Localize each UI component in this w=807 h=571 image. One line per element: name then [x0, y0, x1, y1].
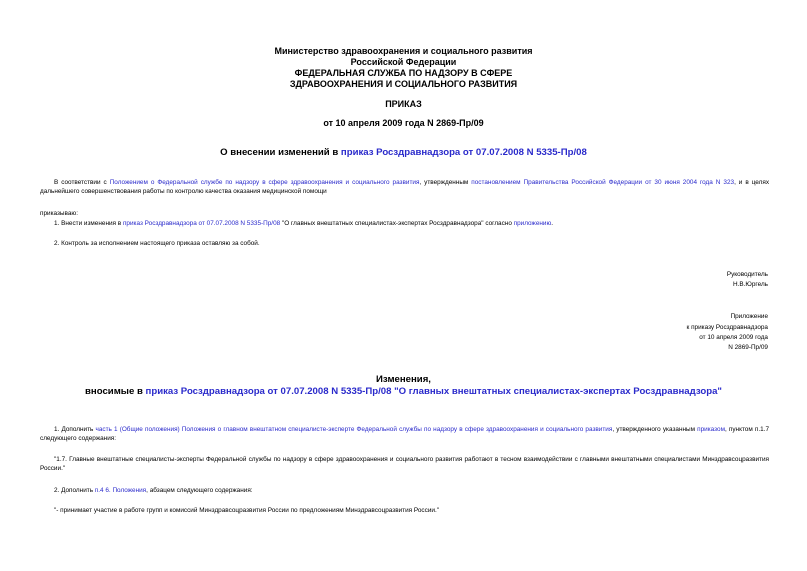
- item-1-text-3: .: [551, 220, 554, 227]
- item-2: 2. Контроль за исполнением настоящего приказа оставляю за собой.: [54, 240, 260, 247]
- appendix-date: от 10 апреля 2009 года: [699, 334, 768, 341]
- change-2-text-2: , абзацем следующего содержания:: [146, 487, 253, 494]
- changes-title-link[interactable]: приказ Росздравнадзора от 07.07.2008 N 5335-Пр/08 "О главных внештатных специалистах-экспертах Росздравнадзора": [145, 386, 722, 397]
- item-1: [54, 220, 769, 229]
- item-1-link-order[interactable]: приказ Росздравнадзора от 07.07.2008 N 5335-Пр/08: [122, 220, 281, 227]
- preamble-paragraph: [40, 179, 769, 196]
- change-1-paragraph: [40, 426, 769, 443]
- preamble-text-3: , и в целях дальнейшего совершенствования работы по контролю качества оказания медицинской помощи: [40, 179, 770, 195]
- header-ministry: Министерство здравоохранения и социального развития: [274, 46, 533, 56]
- change-2-paragraph: [54, 487, 253, 496]
- changes-title-line2: [0, 386, 807, 397]
- preamble-link-resolution[interactable]: постановлением Правительства Российской Федерации от 30 июня 2004 года N 323: [471, 179, 735, 186]
- appendix-order: к приказу Росздравнадзора: [686, 324, 768, 331]
- item-1-text-1: 1. Внести изменения в: [54, 220, 123, 227]
- signature-name: Н.В.Юргель: [732, 281, 768, 288]
- quote-1: "1.7. Главные внештатные специалисты-эксперты Федеральной службы по надзору в сфере здравоохранения и социального развития работают в тесном взаимодействии с главными внештатными специалистами Минздравсоцразвития России.": [40, 456, 769, 472]
- change-1-text-1: 1. Дополнить: [54, 426, 96, 433]
- preamble-link-regulation[interactable]: Положением о Федеральной службе по надзору в сфере здравоохранения и социального развития: [109, 179, 420, 186]
- doc-type: ПРИКАЗ: [385, 99, 422, 109]
- item-1-link-appendix[interactable]: приложению: [513, 220, 552, 227]
- item-1-text-2: "О главных внештатных специалистах-экспертах Росздравнадзора" согласно: [280, 220, 514, 227]
- preamble-text-1: В соответствии с: [54, 179, 110, 186]
- header-service-line1: ФЕДЕРАЛЬНАЯ СЛУЖБА ПО НАДЗОРУ В СФЕРЕ: [294, 68, 513, 78]
- order-word: приказываю:: [40, 210, 78, 217]
- change-1-link-order[interactable]: приказом: [697, 426, 725, 433]
- doc-title-link[interactable]: приказ Росздравнадзора от 07.07.2008 N 5335-Пр/08: [340, 147, 587, 158]
- doc-title-prefix: О внесении изменений в: [220, 147, 341, 158]
- change-2-link-clause[interactable]: п.4 6. Положения: [94, 487, 147, 494]
- changes-title-line1: Изменения,: [376, 374, 431, 385]
- preamble-text-2: , утвержденным: [419, 179, 472, 186]
- header-country: Российской Федерации: [350, 57, 457, 67]
- doc-title: [0, 147, 807, 158]
- quote-2: "- принимает участие в работе групп и комиссий Минздравсоцразвития России по предложениям Минздравсоцразвития России.": [54, 507, 440, 514]
- appendix-label: Приложение: [730, 313, 768, 320]
- change-1-text-3: , пунктом п.1.7 следующего содержания:: [40, 426, 770, 442]
- doc-date: от 10 апреля 2009 года N 2869-Пр/09: [323, 118, 484, 128]
- header-service-line2: ЗДРАВООХРАНЕНИЯ И СОЦИАЛЬНОГО РАЗВИТИЯ: [289, 79, 518, 89]
- appendix-number: N 2869-Пр/09: [728, 344, 768, 351]
- changes-title-prefix: вносимые в: [85, 386, 146, 397]
- signature-position: Руководитель: [726, 271, 768, 278]
- change-1-text-2: , утвержденного указанным: [612, 426, 698, 433]
- change-2-text-1: 2. Дополнить: [54, 487, 95, 494]
- change-1-link-part[interactable]: часть 1 (Общие положения) Положения о главном внештатном специалисте-эксперте Федеральной службы по надзору в сфере здравоохранения и социального развития: [95, 426, 613, 433]
